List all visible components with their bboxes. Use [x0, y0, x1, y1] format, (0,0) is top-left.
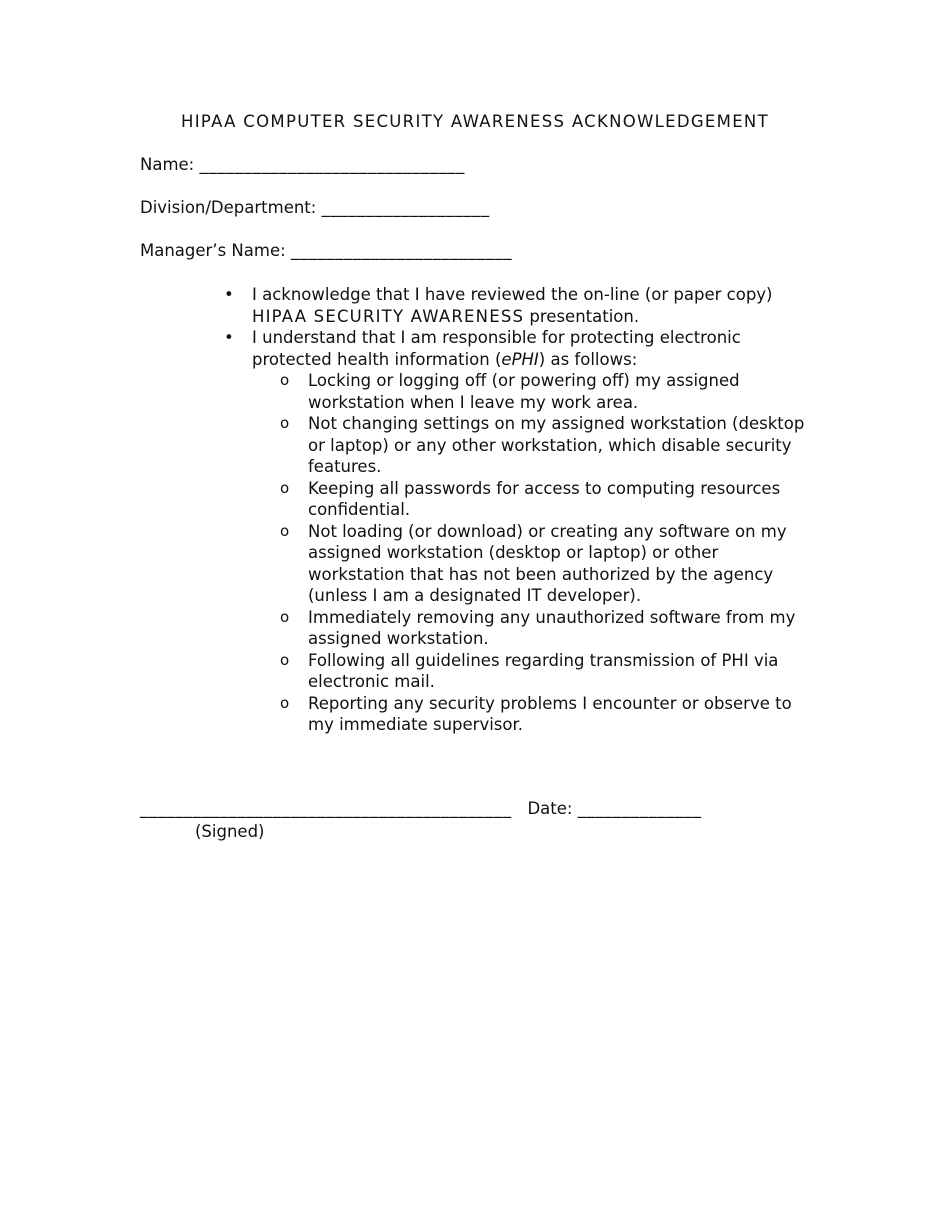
sub-list-item — [280, 413, 808, 478]
name-label: Name: — [140, 155, 195, 174]
bullet-text-after: presentation. — [524, 306, 640, 326]
sub-item-text: Not loading (or download) or creating any software on my assigned workstation (desktop or laptop) or other workstation that has not been authorized by the agency (unless I am a designated IT developer). — [308, 521, 787, 605]
bullet-text: I acknowledge that I have reviewed the on-line (or paper copy) — [252, 285, 773, 304]
sub-list-item — [280, 370, 808, 413]
bullet-icon: • — [224, 285, 234, 304]
list-item — [0, 327, 812, 736]
ephi-term: ePHI — [501, 349, 539, 369]
sub-item-text: Immediately removing any unauthorized software from my assigned workstation. — [308, 607, 796, 648]
division-label: Division/Department: — [140, 198, 317, 217]
circle-bullet-icon: o — [280, 478, 290, 497]
date-label: Date: — [527, 799, 573, 818]
sub-list-item — [280, 650, 808, 693]
signature-row — [140, 798, 702, 820]
circle-bullet-icon: o — [280, 414, 290, 432]
manager-line[interactable]: _________________________ — [290, 241, 513, 260]
circle-bullet-icon: o — [280, 693, 290, 712]
bullet-text-after: ) as follows: — [538, 349, 638, 369]
sub-item-text: Reporting any security problems I encounter or observe to my immediate supervisor. — [308, 693, 792, 734]
division-field — [140, 197, 490, 219]
sub-item-text: Keeping all passwords for access to computing resources confidential. — [308, 478, 781, 519]
name-field — [140, 154, 465, 176]
sub-list — [252, 370, 812, 736]
sub-list-item — [280, 478, 808, 521]
sub-item-text: Locking or logging off (or powering off) my assigned workstation when I leave my work area. — [308, 371, 740, 412]
name-line[interactable]: ______________________________ — [199, 155, 465, 174]
manager-field — [140, 240, 512, 262]
list-item — [0, 284, 812, 327]
circle-bullet-icon: o — [280, 521, 290, 540]
sub-list-item — [280, 521, 808, 607]
sub-item-text: Not changing settings on my assigned workstation (desktop or laptop) or any other workstation, which disable security features. — [308, 414, 805, 476]
date-line[interactable]: ______________ — [577, 799, 702, 818]
sub-list-item — [280, 693, 808, 736]
signature-line[interactable]: __________________________________________ — [140, 799, 512, 818]
circle-bullet-icon: o — [280, 607, 290, 626]
page-title: HIPAA COMPUTER SECURITY AWARENESS ACKNOWLEDGEMENT — [181, 112, 769, 131]
bullet-text: I understand that I am responsible for protecting electronic protected health information ( — [252, 328, 741, 369]
division-line[interactable]: ___________________ — [321, 198, 490, 217]
bullet-icon: • — [224, 328, 234, 347]
signed-caption: (Signed) — [195, 822, 265, 841]
sub-list-item — [280, 607, 808, 650]
circle-bullet-icon: o — [280, 650, 290, 669]
acknowledgement-list — [0, 284, 950, 736]
bullet-text-spaced: HIPAA SECURITY AWARENESS — [252, 306, 525, 326]
manager-label: Manager’s Name: — [140, 241, 286, 260]
sub-item-text: Following all guidelines regarding transmission of PHI via electronic mail. — [308, 650, 779, 691]
circle-bullet-icon: o — [280, 371, 290, 389]
